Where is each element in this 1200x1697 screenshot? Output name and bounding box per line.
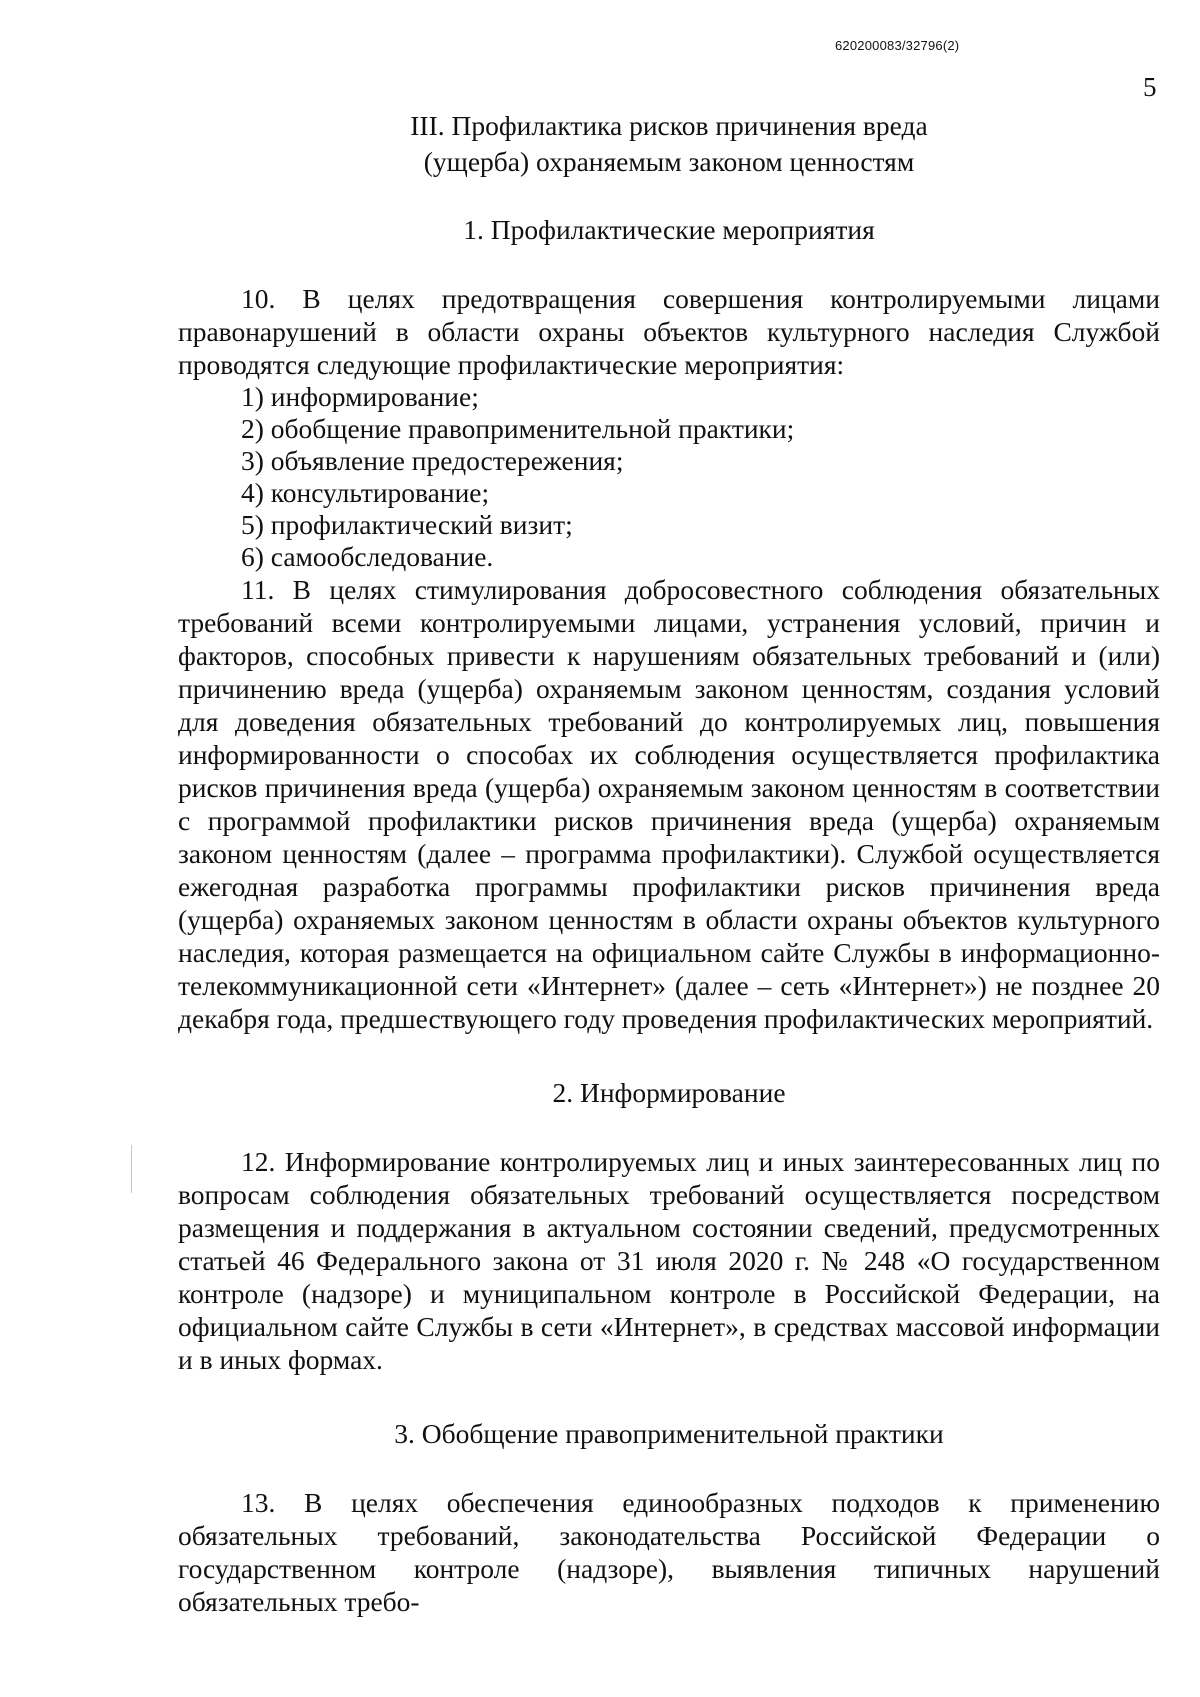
scan-margin-mark bbox=[131, 1145, 132, 1193]
section-title bbox=[178, 108, 1160, 180]
list-item: 3) объявление предостережения; bbox=[241, 445, 624, 476]
list-item: 5) профилактический визит; bbox=[241, 509, 573, 540]
measures-list bbox=[178, 381, 1160, 573]
page-number: 5 bbox=[1143, 72, 1157, 102]
subsection-title-3: 3. Обобщение правоприменительной практики bbox=[394, 1418, 944, 1449]
section-title-line-2: (ущерба) охраняемым законом ценностям bbox=[423, 146, 915, 177]
paragraph-10: 10. В целях предотвращения совершения контролируемыми лицами правонарушений в области охраны объектов культурного наследия Службой проводятся следующие профилактические мероприятия: bbox=[178, 283, 1160, 380]
list-item: 1) информирование; bbox=[241, 381, 479, 412]
document-page bbox=[178, 108, 1160, 1618]
paragraph-12: 12. Информирование контролируемых лиц и иных заинтересованных лиц по вопросам соблюдения обязательных требований осуществляется посредством размещения и поддержания в актуальном состоянии сведений, предусмотренных статьей 46 Федерального закона от 31 июля 2020 г. № 248 «О государственном контроле (надзоре) и муниципальном контроле в Российской Федерации, на официальном сайте Службы в сети «Интернет», в средствах массовой информации и в иных формах. bbox=[178, 1146, 1160, 1375]
paragraph-13: 13. В целях обеспечения единообразных подходов к применению обязательных требований, законодательства Российской Федерации о государственном контроле (надзоре), выявления типичных нарушений обязательных требо- bbox=[178, 1487, 1160, 1617]
list-item: 6) самообследование. bbox=[241, 541, 494, 572]
document-code: 620200083/32796(2) bbox=[835, 38, 960, 53]
list-item: 2) обобщение правоприменительной практики; bbox=[241, 413, 795, 444]
paragraph-11: 11. В целях стимулирования добросовестного соблюдения обязательных требований всеми контролируемыми лицами, устранения условий, причин и факторов, способных привести к нарушениям обязательных требований и (или) причинению вреда (ущерба) охраняемым законом ценностям, создания условий для доведения обязательных требований до контролируемых лиц, повышения информированности о способах их соблюдения осуществляется профилактика рисков причинения вреда (ущерба) охраняемым законом ценностям в соответствии с программой профилактики рисков причинения вреда (ущерба) охраняемым законом ценностям (далее – программа профилактики). Службой осуществляется ежегодная разработка программы профилактики рисков причинения вреда (ущерба) охраняемых законом ценностям в области охраны объектов культурного наследия, которая размещается на официальном сайте Службы в информационно-телекоммуникационной сети «Интернет» (далее – сеть «Интернет») не позднее 20 декабря года, предшествующего году проведения профилактических мероприятий. bbox=[178, 574, 1160, 1034]
subsection-title-2: 2. Информирование bbox=[552, 1077, 786, 1108]
subsection-title-1: 1. Профилактические мероприятия bbox=[463, 214, 875, 245]
section-title-line-1: III. Профилактика рисков причинения вреда bbox=[410, 110, 928, 141]
list-item: 4) консультирование; bbox=[241, 477, 490, 508]
